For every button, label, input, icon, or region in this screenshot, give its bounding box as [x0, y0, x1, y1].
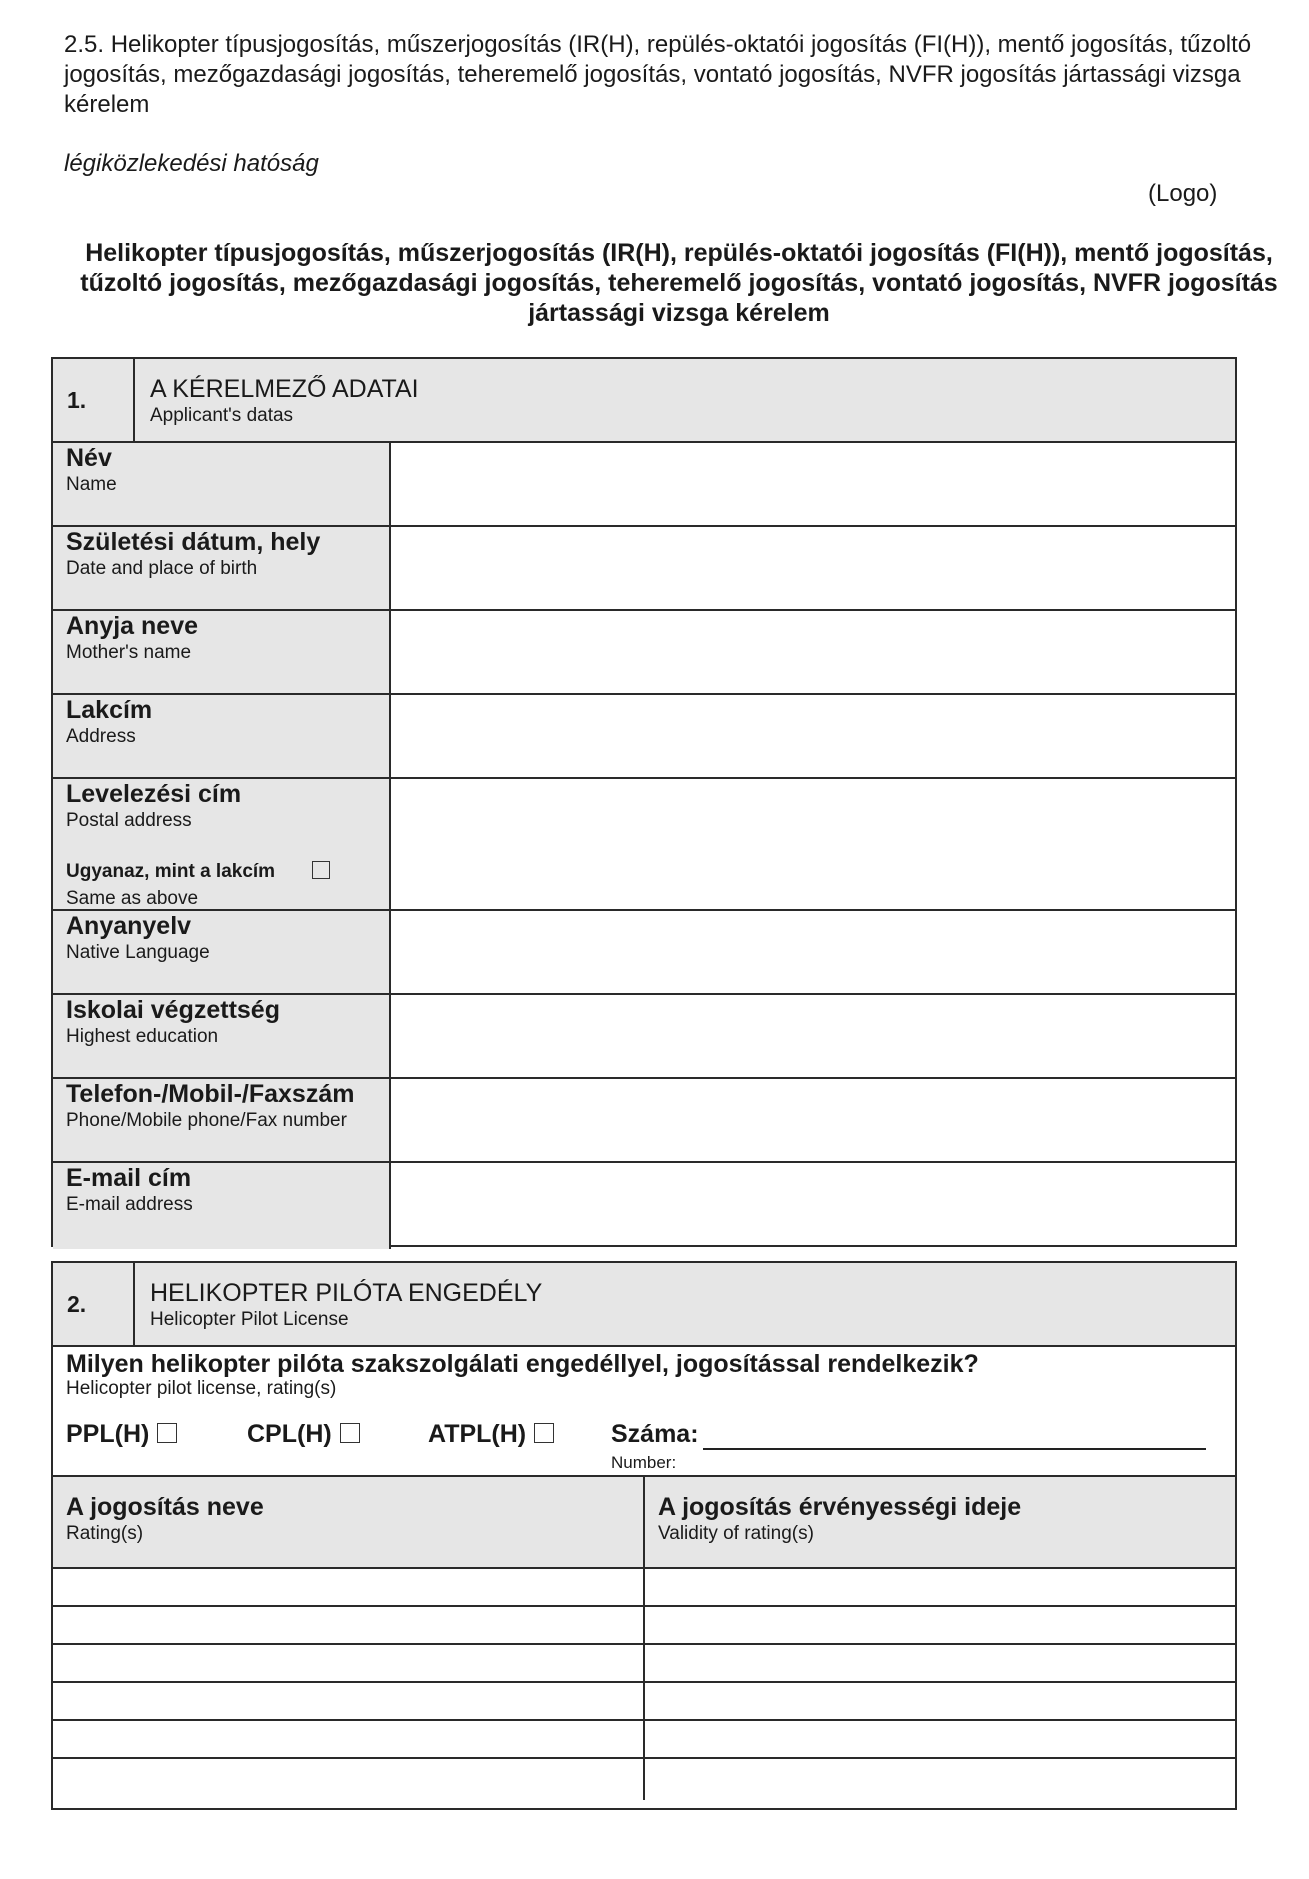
label-hu: Telefon-/Mobil-/Faxszám [66, 1080, 355, 1108]
row-label [53, 695, 391, 777]
table-row [53, 1759, 1235, 1800]
table-row [53, 1721, 1235, 1759]
ratings-table-header [53, 1477, 1235, 1569]
row-label [53, 779, 391, 909]
row-label [53, 995, 391, 1077]
logo-placeholder: (Logo) [1148, 180, 1218, 207]
label-hu: Lakcím [66, 696, 153, 724]
address-field[interactable] [391, 695, 1235, 777]
rating-validity-cell[interactable] [645, 1721, 1235, 1757]
license-question-block [53, 1347, 1235, 1477]
license-number-label: Száma: [611, 1420, 699, 1448]
phone-row [53, 1079, 1235, 1163]
row-label [53, 911, 391, 993]
same-as-address-label: Ugyanaz, mint a lakcím [66, 861, 276, 882]
rating-validity-cell[interactable] [645, 1645, 1235, 1681]
education-field[interactable] [391, 995, 1235, 1077]
label-en: Highest education [66, 1026, 219, 1047]
mother-name-field[interactable] [391, 611, 1235, 693]
name-row [53, 443, 1235, 527]
license-question: Milyen helikopter pilóta szakszolgálati engedéllyel, jogosítással rendelkezik? [66, 1350, 979, 1378]
rating-validity-header [645, 1477, 1235, 1567]
same-as-address-checkbox[interactable] [312, 861, 330, 879]
label-en: Native Language [66, 942, 210, 963]
license-number-field[interactable] [703, 1448, 1206, 1450]
postal-address-field[interactable] [391, 779, 1235, 909]
birth-date-place-field[interactable] [391, 527, 1235, 609]
cpl-checkbox[interactable] [340, 1423, 360, 1443]
row-label [53, 1079, 391, 1161]
label-hu: Születési dátum, hely [66, 528, 321, 556]
ppl-checkbox[interactable] [157, 1423, 177, 1443]
name-field[interactable] [391, 443, 1235, 525]
section-header [53, 1263, 1235, 1347]
label-en: Name [66, 474, 117, 495]
applicant-data-section [51, 357, 1237, 1247]
email-field[interactable] [391, 1163, 1235, 1249]
section-header [53, 359, 1235, 443]
atpl-checkbox[interactable] [534, 1423, 554, 1443]
rating-name-header [53, 1477, 645, 1567]
rating-name-cell[interactable] [53, 1683, 645, 1719]
rating-name-cell[interactable] [53, 1645, 645, 1681]
row-label [53, 1163, 391, 1249]
license-question-en: Helicopter pilot license, rating(s) [66, 1378, 337, 1399]
address-row [53, 695, 1235, 779]
native-language-row [53, 911, 1235, 995]
table-row [53, 1607, 1235, 1645]
section-title: A KÉRELMEZŐ ADATAI [150, 375, 419, 403]
native-language-field[interactable] [391, 911, 1235, 993]
label-hu: Név [66, 444, 112, 472]
mother-name-row [53, 611, 1235, 695]
label-hu: Levelezési cím [66, 780, 242, 808]
section-subtitle: Helicopter Pilot License [150, 1309, 349, 1330]
header-en: Rating(s) [66, 1523, 144, 1544]
rating-name-cell[interactable] [53, 1569, 645, 1605]
section-subtitle: Applicant's datas [150, 405, 294, 426]
rating-validity-cell[interactable] [645, 1683, 1235, 1719]
rating-validity-cell[interactable] [645, 1759, 1235, 1800]
table-row [53, 1569, 1235, 1607]
label-en: Postal address [66, 810, 192, 831]
authority-name: légiközlekedési hatóság [64, 150, 319, 177]
label-en: E-mail address [66, 1194, 193, 1215]
label-hu: Anyja neve [66, 612, 199, 640]
rating-validity-cell[interactable] [645, 1607, 1235, 1643]
license-number-label-en: Number: [611, 1453, 677, 1472]
label-hu: Anyanyelv [66, 912, 192, 940]
option-label: CPL(H) [247, 1420, 332, 1448]
row-label [53, 443, 391, 525]
option-label: ATPL(H) [428, 1420, 527, 1448]
header-hu: A jogosítás neve [66, 1493, 264, 1521]
section-number: 1. [53, 359, 135, 441]
row-label [53, 527, 391, 609]
postal-address-row [53, 779, 1235, 911]
label-en: Phone/Mobile phone/Fax number [66, 1110, 347, 1131]
rating-validity-cell[interactable] [645, 1569, 1235, 1605]
rating-name-cell[interactable] [53, 1721, 645, 1757]
form-reference-heading: 2.5. Helikopter típusjogosítás, műszerjogosítás (IR(H), repülés-oktatói jogosítás (FI(H)), mentő jogosítás, tűzoltó jogosítás, mezőgazdasági jogosítás, teheremelő jogosítás, vontató jogosítás, NVFR jogosítás jártassági vizsga kérelem [64, 31, 1252, 118]
rating-name-cell[interactable] [53, 1759, 645, 1800]
form-title: Helikopter típusjogosítás, műszerjogosítás (IR(H), repülés-oktatói jogosítás (FI(H)), mentő jogosítás, tűzoltó jogosítás, mezőgazdasági jogosítás, teheremelő jogosítás, vontató jogosítás, NVFR jogosítás jártassági vizsga kérelem [80, 239, 1278, 327]
row-label [53, 611, 391, 693]
section-number: 2. [53, 1263, 135, 1345]
table-row [53, 1645, 1235, 1683]
label-en: Address [66, 726, 136, 747]
birth-row [53, 527, 1235, 611]
option-cpl [247, 1420, 360, 1449]
header-hu: A jogosítás érvényességi ideje [658, 1493, 1022, 1521]
label-hu: E-mail cím [66, 1164, 192, 1192]
education-row [53, 995, 1235, 1079]
email-row [53, 1163, 1235, 1249]
label-hu: Iskolai végzettség [66, 996, 280, 1024]
header-en: Validity of rating(s) [658, 1523, 814, 1544]
rating-name-cell[interactable] [53, 1607, 645, 1643]
same-as-above-label: Same as above [66, 888, 199, 909]
option-ppl [66, 1420, 177, 1449]
table-row [53, 1683, 1235, 1721]
label-en: Mother's name [66, 642, 192, 663]
pilot-license-section [51, 1261, 1237, 1810]
phone-field[interactable] [391, 1079, 1235, 1161]
label-en: Date and place of birth [66, 558, 258, 579]
section-title: HELIKOPTER PILÓTA ENGEDÉLY [150, 1279, 543, 1307]
option-atpl [428, 1420, 554, 1449]
option-label: PPL(H) [66, 1420, 150, 1448]
